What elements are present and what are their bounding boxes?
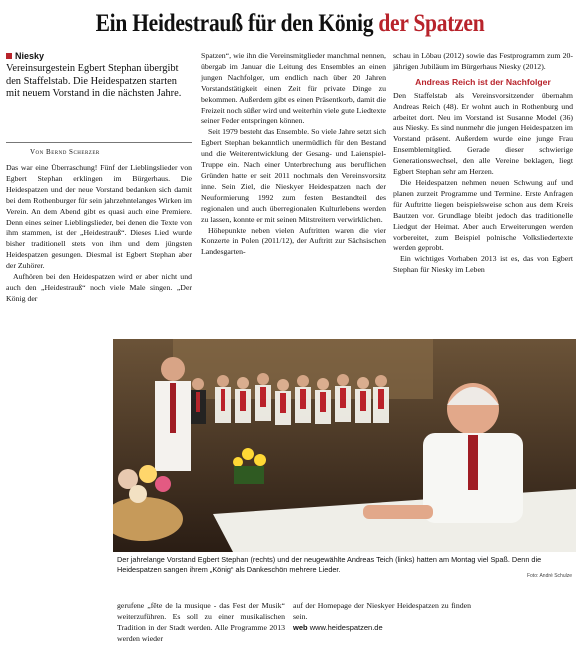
paragraph: Den Staffelstab als Vereinsvorsitzender übernahm Andreas Reich (48). Er wohnt auch in Rothenburg und arbeitet dort. Neu im Vorstand ist Susanne Model (36) aus Niesky. Es sind nunmehr die jungen Heidespatzen im Vorstand präsent. Außerdem wurde eine junge Frau Ensemblemitglied. Gerade dieser schwierige Generationswechsel, den alle Vereine beklagen, liegt Egbert Stephan sehr am Herzen.	[393, 90, 573, 177]
byline: Von Bernd Scherzer	[30, 148, 100, 156]
paragraph: Spatzen“, wie ihn die Vereinsmitglieder manchmal nennen, übergab im Januar die Leitung des Ensembles an einen jungen Nachfolger, um endlich nach über 20 Jahren Vorstandstätigkeit einen Zeit für private Dinge zu bekommen. Außerdem gibt es einen Präsentkorb, damit die Freizeit noch süßer wird und weiterhin viele gute Liedtexte seiner Feder entspringen können.	[201, 51, 386, 126]
paragraph: Höhepunkte neben vielen Auftritten waren die vier Konzerte in Polen (2011/12), der Auftritt zur Sächsischen Landesgarten-	[201, 225, 386, 257]
location-square-icon	[6, 53, 12, 59]
paragraph: Seit 1979 besteht das Ensemble. So viele Jahre setzt sich Egbert Stephan bekanntlich unermüdlich für den Bestand und die Weiterentwicklung der Gesang- und Laienspiel-Truppe ein. Nach einer Unterbrechung aus beruflichen Gründen hatte er seit 2011 nochmals den Vereinsvorsitz inne. Sein Ziel, die Nieskyer Heidespatzen nach der Neuformierung 1992 zum festen Bestandteil des regionalen und auch überregionalen Kulturlebens werden zu lassen, konnte er mit seinen Mitstreitern verwirklichen.	[201, 127, 386, 224]
location-label: Niesky	[15, 51, 45, 61]
headline	[41, 10, 540, 38]
subheading: Andreas Reich ist der Nachfolger	[415, 76, 551, 87]
web-reference	[293, 623, 471, 634]
location-tag	[6, 51, 192, 61]
headline-accent: der Spatzen	[378, 10, 485, 37]
photo-illustration	[113, 339, 576, 552]
article-column-3	[393, 51, 573, 276]
photo-caption: Der jahrelange Vorstand Egbert Stephan (rechts) und der neugewählte Andreas Teich (links) hatten am Montag viel Spaß. Denn die Heidespatzen sangen ihrem „König“ als Dankeschön mehrere Lieder.	[117, 555, 542, 574]
article-column-2	[201, 51, 386, 258]
article-photo	[113, 339, 576, 552]
article-column-1	[6, 163, 192, 305]
bottom-column-1: gerufene „fête de la musique - das Fest der Musik“ weiterzuführen. Es soll zu einer musikalischen Tradition in der Stadt werden. Alle Programme 2013 werden wieder	[117, 601, 285, 643]
paragraph: schau in Löbau (2012) sowie das Festprogramm zum 20-jährigen Jubiläum im Bürgerhaus Niesky (2012).	[393, 51, 573, 71]
paragraph: auf der Homepage der Nieskyer Heidespatzen zu finden sein.	[293, 601, 471, 621]
byline-divider	[6, 142, 192, 143]
bottom-column-2	[293, 601, 471, 634]
photo-credit: Foto: André Schulze	[526, 573, 572, 579]
paragraph: Aufhören bei den Heidespatzen wird er aber nicht und auch den „Heidestrauß“ noch viele Male singen. „Der König der	[6, 272, 192, 303]
web-label: web	[293, 622, 308, 632]
paragraph: Das war eine Überraschung! Fünf der Lieblingslieder von Egbert Stephan erklingen im Bürgerhaus. Die Heidespatzen und der neue Vorstand bedanken sich damit bei dem Rothenburger für sein jahrzehntelanges Wirken im Verein. An dem Abend gibt es quasi auch eine Premiere. Denn eines seiner Lieblingslieder, bei denen die Texte von ihm stammen, ist der „Heidestrauß“. Dieses Lied wurde bisher traditionell stets von ihm und dem jüngsten Heidespatzen gesungen. Diesmal ist Egbert Stephan aber der Zuhörer.	[6, 163, 192, 271]
paragraph: Ein wichtiges Vorhaben 2013 ist es, das von Egbert Stephan für Niesky im Leben	[393, 254, 573, 275]
headline-main: Ein Heidestrauß für den König	[95, 10, 374, 37]
paragraph: Die Heidespatzen nehmen neuen Schwung auf und planen zurzeit Programme und Termine. Erste Anfragen für Auftritte liegen beispielsweise schon aus dem Kreis Bautzen vor. Grundlage bleibt jedoch das traditionelle Liedgut der Heimat. Aber auch Erweiterungen werden vorbereitet, zum Beispiel polnische Volksliedertexte werden geprobt.	[393, 177, 573, 253]
teaser-text: Vereinsurgestein Egbert Stephan übergibt den Staffelstab. Die Heidespatzen starten mit neuem Vorstand in die nächsten Jahre.	[6, 63, 182, 100]
web-link[interactable]: www.heidespatzen.de	[309, 622, 383, 632]
teaser-box	[6, 51, 192, 101]
